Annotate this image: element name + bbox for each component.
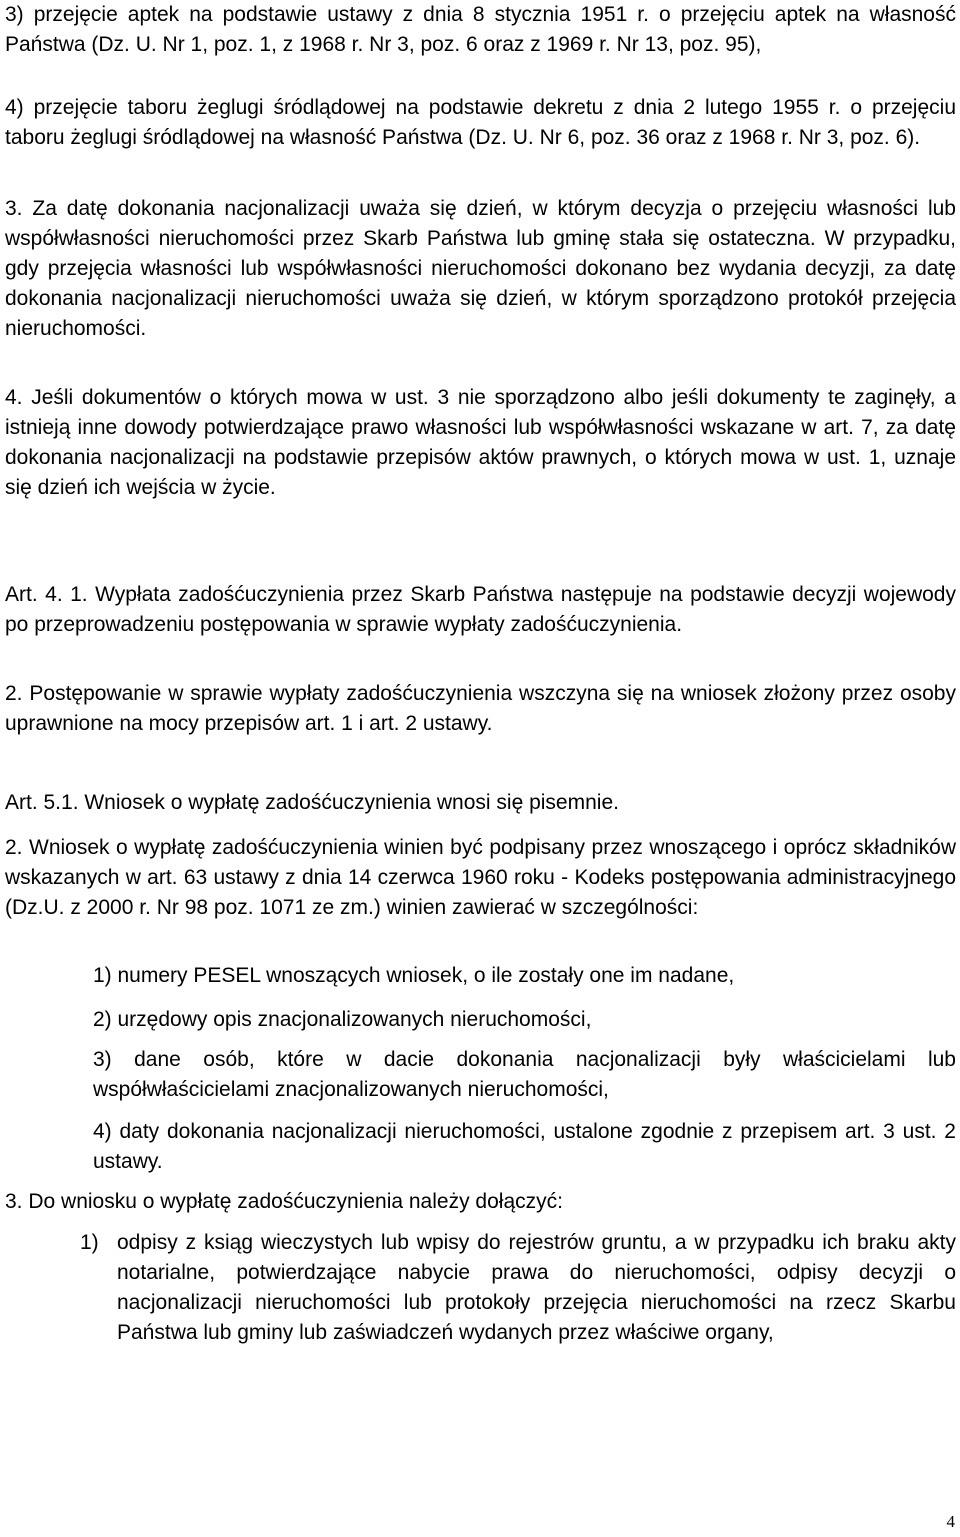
paragraph-item-3-pharmacies: 3) przejęcie aptek na podstawie ustawy z dnia 8 stycznia 1951 r. o przejęciu aptek na własność Państwa (Dz. U. Nr 1, poz. 1, z 1968 r. Nr 3, poz. 6 oraz z 1969 r. Nr 13, poz. 95), bbox=[5, 3, 956, 56]
paragraph-art-5-1: Art. 5.1. Wniosek o wypłatę zadośćuczynienia wnosi się pisemnie. bbox=[5, 791, 619, 814]
list-item-nationalization-dates: 4) daty dokonania nacjonalizacji nieruchomości, ustalone zgodnie z przepisem art. 3 ust. 2 ustawy. bbox=[93, 1120, 956, 1173]
paragraph-art-5-2: 2. Wniosek o wypłatę zadośćuczynienia winien być podpisany przez wnoszącego i oprócz składników wskazanych w art. 63 ustawy z dnia 14 czerwca 1960 roku - Kodeks postępowania administracyjnego (Dz.U. z 2000 r. Nr 98 poz. 1071 ze zm.) winien zawierać w szczególności: bbox=[5, 836, 956, 919]
list-item-pesel: 1) numery PESEL wnoszących wniosek, o ile zostały one im nadane, bbox=[93, 964, 735, 987]
paragraph-ust-4-missing-documents: 4. Jeśli dokumentów o których mowa w ust. 3 nie sporządzono albo jeśli dokumenty te zaginęły, a istnieją inne dowody potwierdzające prawo własności lub współwłasności wskazane w art. 7, za datę dokonania nacjonalizacji na podstawie przepisów aktów prawnych, o których mowa w ust. 1, uznaje się dzień ich wejścia w życie. bbox=[5, 386, 956, 499]
paragraph-ust-3-nationalization-date: 3. Za datę dokonania nacjonalizacji uważa się dzień, w którym decyzja o przejęciu własności lub współwłasności nieruchomości przez Skarb Państwa lub gminę stała się ostateczna. W przypadku, gdy przejęcia własności lub współwłasności nieruchomości dokonano bez wydania decyzji, za datę dokonania nacjonalizacji nieruchomości uważa się dzień, w którym sporządzono protokół przejęcia nieruchomości. bbox=[5, 197, 956, 340]
attachment-item-text: odpisy z ksiąg wieczystych lub wpisy do rejestrów gruntu, a w przypadku ich braku akty notarialne, potwierdzające nabycie prawa do nieruchomości, odpisy decyzji o nacjonalizacji nieruchomości lub protokoły przejęcia nieruchomości na rzecz Skarbu Państwa lub gminy lub zaświadczeń wydanych przez właściwe organy, bbox=[117, 1231, 956, 1344]
page-number: 4 bbox=[946, 1512, 955, 1531]
paragraph-item-4-inland-fleet: 4) przejęcie taboru żeglugi śródlądowej na podstawie dekretu z dnia 2 lutego 1955 r. o przejęciu taboru żeglugi śródlądowej na własność Państwa (Dz. U. Nr 6, poz. 36 oraz z 1968 r. Nr 3, poz. 6). bbox=[5, 96, 956, 149]
paragraph-art-5-3: 3. Do wniosku o wypłatę zadośćuczynienia należy dołączyć: bbox=[5, 1190, 563, 1213]
paragraph-art-4-2: 2. Postępowanie w sprawie wypłaty zadośćuczynienia wszczyna się na wniosek złożony przez osoby uprawnione na mocy przepisów art. 1 i art. 2 ustawy. bbox=[5, 682, 956, 735]
list-item-owners-data: 3) dane osób, które w dacie dokonania nacjonalizacji były właścicielami lub współwłaścicielami znacjonalizowanych nieruchomości, bbox=[93, 1048, 956, 1101]
paragraph-art-4-1: Art. 4. 1. Wypłata zadośćuczynienia przez Skarb Państwa następuje na podstawie decyzji wojewody po przeprowadzeniu postępowania w sprawie wypłaty zadośćuczynienia. bbox=[5, 583, 956, 636]
list-item-property-description: 2) urzędowy opis znacjonalizowanych nieruchomości, bbox=[93, 1008, 592, 1031]
attachment-item-number: 1) bbox=[80, 1231, 99, 1254]
